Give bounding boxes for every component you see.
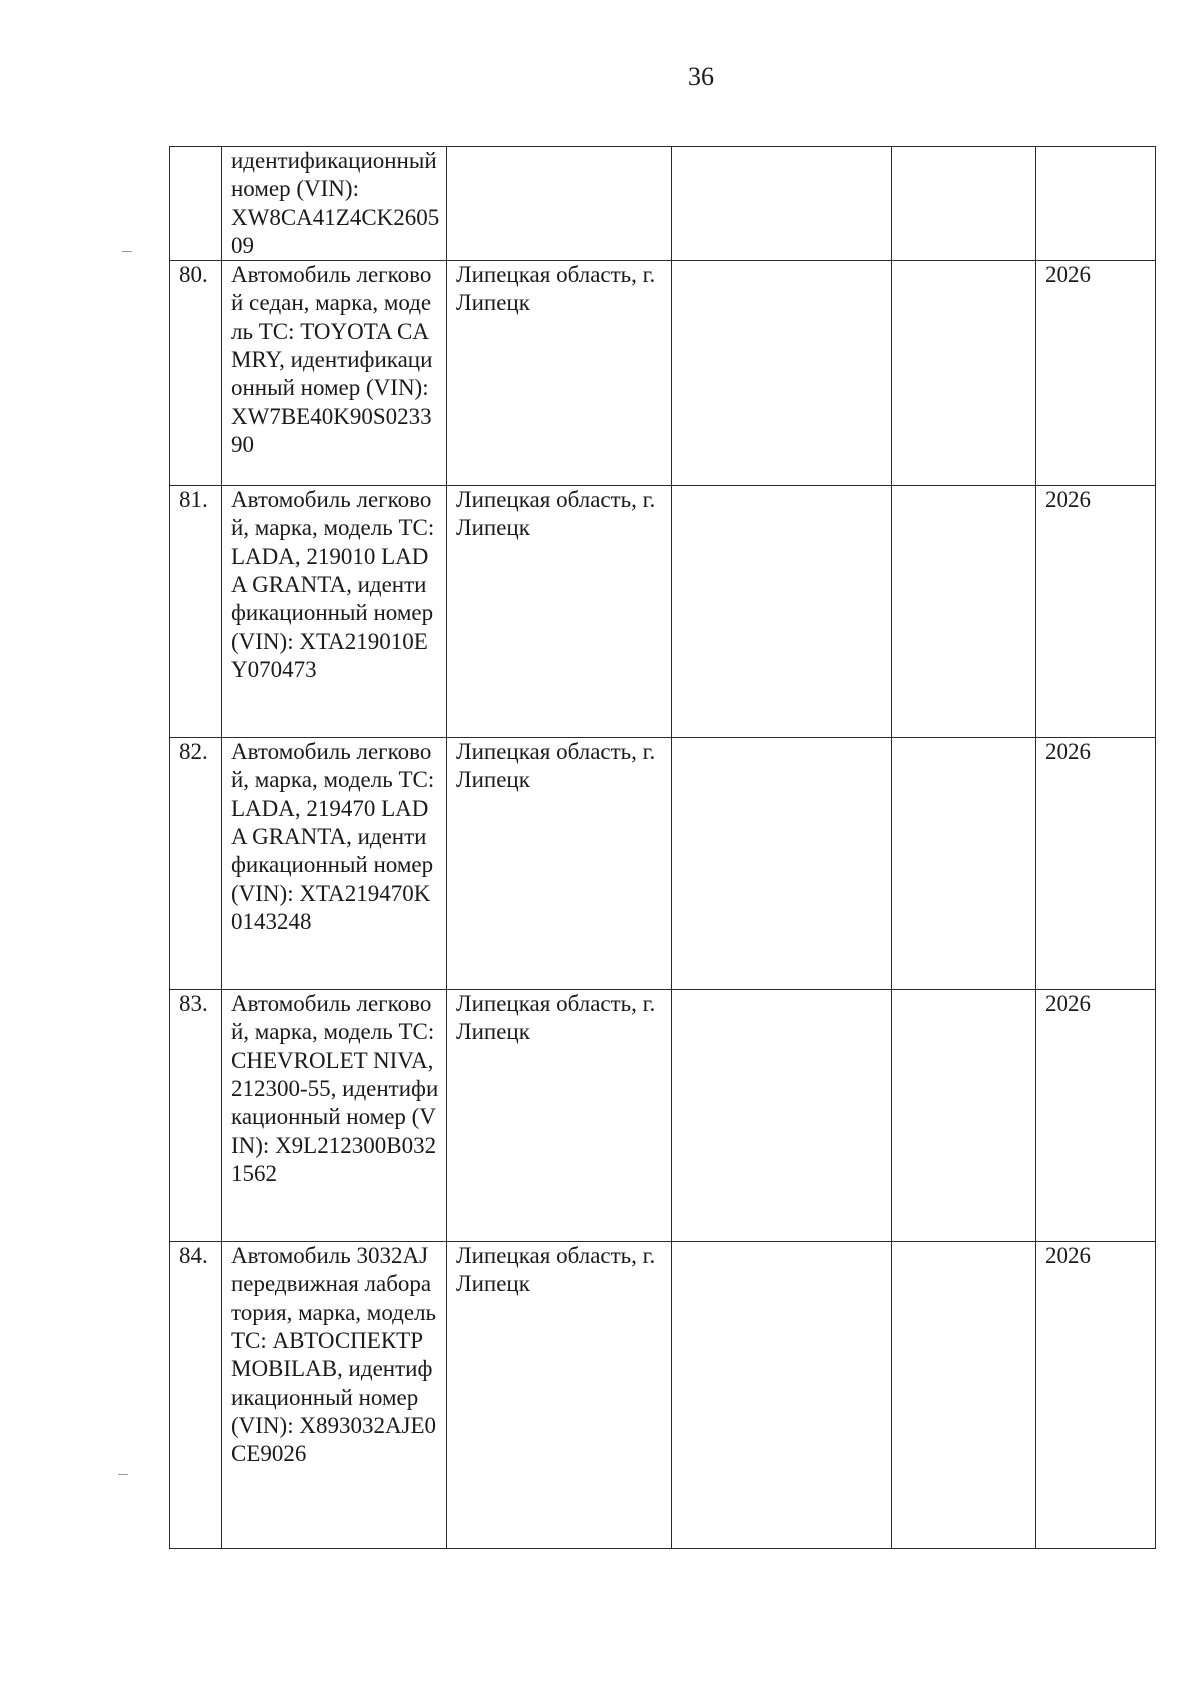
location-cell [447, 147, 672, 261]
location-cell: Липецкая область, г. Липецк [447, 990, 672, 1242]
table-row [170, 261, 1156, 486]
page-number: 36 [688, 62, 714, 91]
year-cell: 2026 [1036, 738, 1156, 990]
empty-cell [672, 1242, 892, 1549]
table-row [170, 1242, 1156, 1549]
row-number-cell: 81. [170, 486, 222, 738]
empty-cell [892, 1242, 1036, 1549]
year-cell: 2026 [1036, 1242, 1156, 1549]
empty-cell [892, 261, 1036, 486]
year-cell: 2026 [1036, 990, 1156, 1242]
location-cell: Липецкая область, г. Липецк [447, 1242, 672, 1549]
row-number-cell: 82. [170, 738, 222, 990]
table-row [170, 990, 1156, 1242]
vehicle-description-cell: Автомобиль легковой седан, марка, модель ТС: TOYOTA CAMRY, идентификационный номер (VIN): XW7BE40K90S023390 [222, 261, 447, 486]
vehicle-description-cell: Автомобиль легковой, марка, модель ТС: LADA, 219470 LADA GRANTA, идентификационный номер (VIN): XTA219470K0143248 [222, 738, 447, 990]
row-number-cell [170, 147, 222, 261]
year-cell: 2026 [1036, 261, 1156, 486]
row-number-cell: 80. [170, 261, 222, 486]
vehicle-description-cell: Автомобиль легковой, марка, модель ТС: CHEVROLET NIVA, 212300-55, идентификационный номер (VIN): X9L212300B0321562 [222, 990, 447, 1242]
vehicle-registry-table [169, 146, 1156, 1549]
table-row [170, 738, 1156, 990]
empty-cell [672, 486, 892, 738]
year-cell: 2026 [1036, 486, 1156, 738]
empty-cell [672, 261, 892, 486]
table-row-continuation [170, 147, 1156, 261]
year-cell [1036, 147, 1156, 261]
empty-cell [892, 738, 1036, 990]
vehicle-description-cell: Автомобиль легковой, марка, модель ТС: LADA, 219010 LADA GRANTA, идентификационный номер (VIN): XTA219010EY070473 [222, 486, 447, 738]
empty-cell [672, 990, 892, 1242]
table-row [170, 486, 1156, 738]
row-number-cell: 84. [170, 1242, 222, 1549]
empty-cell [672, 738, 892, 990]
vehicle-description-cell: идентификационный номер (VIN): XW8CA41Z4CK260509 [222, 147, 447, 261]
location-cell: Липецкая область, г. Липецк [447, 486, 672, 738]
empty-cell [892, 990, 1036, 1242]
scan-mark [122, 251, 132, 252]
vehicle-description-cell: Автомобиль 3032AJ передвижная лаборатория, марка, модель ТС: АВТОСПЕКТР MOBILAB, идентификационный номер (VIN): X893032AJE0CE9026 [222, 1242, 447, 1549]
scan-mark [118, 1474, 128, 1475]
empty-cell [672, 147, 892, 261]
location-cell: Липецкая область, г. Липецк [447, 738, 672, 990]
empty-cell [892, 147, 1036, 261]
location-cell: Липецкая область, г. Липецк [447, 261, 672, 486]
empty-cell [892, 486, 1036, 738]
row-number-cell: 83. [170, 990, 222, 1242]
